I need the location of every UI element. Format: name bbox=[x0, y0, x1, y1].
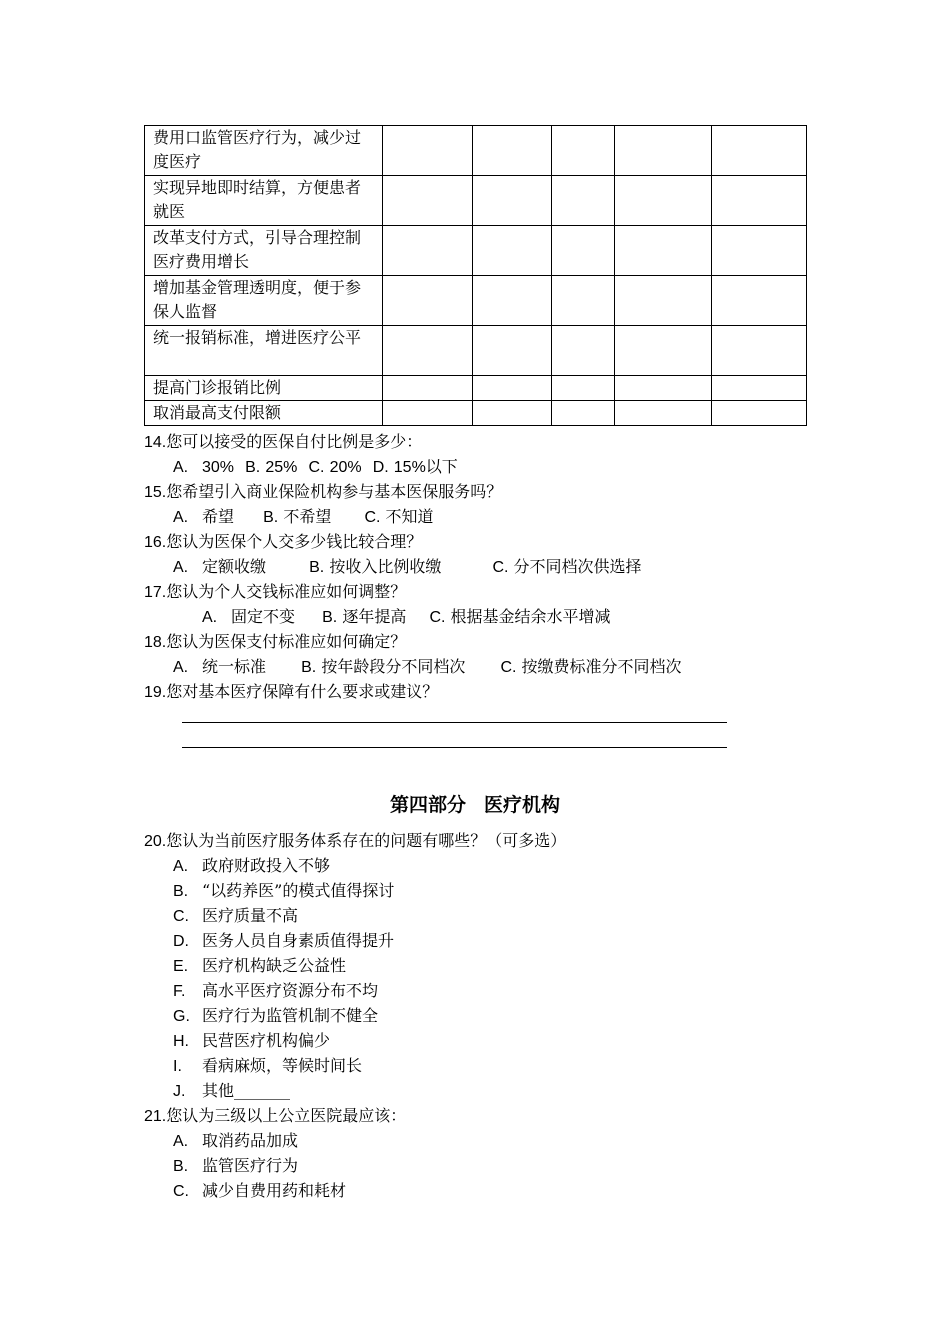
question-19: 19.您对基本医疗保障有什么要求或建议？ bbox=[144, 682, 439, 701]
table-cell[interactable] bbox=[712, 376, 807, 401]
table-cell[interactable] bbox=[473, 401, 552, 426]
table-row-label: 改革支付方式，引导合理控制医疗费用增长 bbox=[145, 226, 383, 276]
option-a[interactable]: A. 30% bbox=[173, 459, 235, 476]
table-row-label: 提高门诊报销比例 bbox=[145, 376, 383, 401]
option-a[interactable]: A. 政府财政投入不够 bbox=[173, 856, 331, 875]
table-cell[interactable] bbox=[615, 376, 712, 401]
table-cell[interactable] bbox=[712, 176, 807, 226]
table-row bbox=[145, 276, 807, 326]
table-cell[interactable] bbox=[615, 126, 712, 176]
table-cell[interactable] bbox=[712, 276, 807, 326]
option-f[interactable]: F. 高水平医疗资源分布不均 bbox=[173, 981, 379, 1000]
table-row-label: 费用口监管医疗行为，减少过度医疗 bbox=[145, 126, 383, 176]
option-e[interactable]: E. 医疗机构缺乏公益性 bbox=[173, 956, 347, 975]
table-cell[interactable] bbox=[473, 126, 552, 176]
table-row-label: 统一报销标准，增进医疗公平 bbox=[145, 326, 383, 376]
option-g[interactable]: G. 医疗行为监管机制不健全 bbox=[173, 1006, 379, 1025]
option-b[interactable]: B. “以药养医”的模式值得探讨 bbox=[173, 881, 395, 900]
option-b[interactable]: B. 监管医疗行为 bbox=[173, 1156, 299, 1175]
table-cell[interactable] bbox=[615, 226, 712, 276]
option-d[interactable]: D. 15%以下 bbox=[372, 459, 458, 476]
option-a[interactable]: A. 希望 bbox=[173, 507, 235, 526]
table-cell[interactable] bbox=[383, 126, 473, 176]
option-c[interactable]: C. 分不同档次供选择 bbox=[492, 557, 642, 576]
question-16-options bbox=[144, 554, 844, 579]
option-c[interactable]: C. 按缴费标准分不同档次 bbox=[500, 657, 682, 676]
table-cell[interactable] bbox=[473, 276, 552, 326]
option-h[interactable]: H. 民营医疗机构偏少 bbox=[173, 1031, 331, 1050]
table-cell[interactable] bbox=[712, 401, 807, 426]
answer-line[interactable] bbox=[182, 722, 727, 723]
table-cell[interactable] bbox=[383, 226, 473, 276]
question-14-options bbox=[144, 454, 844, 479]
table-cell[interactable] bbox=[552, 126, 615, 176]
option-b[interactable]: B. 不希望 bbox=[263, 507, 332, 526]
questions-part-four bbox=[144, 828, 844, 1203]
table-cell[interactable] bbox=[552, 326, 615, 376]
survey-table bbox=[144, 125, 807, 426]
table-row-label: 实现异地即时结算，方便患者就医 bbox=[145, 176, 383, 226]
table-row bbox=[145, 226, 807, 276]
option-i[interactable]: I. 看病麻烦，等候时间长 bbox=[173, 1056, 363, 1075]
table-cell[interactable] bbox=[712, 226, 807, 276]
table-cell[interactable] bbox=[383, 401, 473, 426]
question-16: 16.您认为医保个人交多少钱比较合理？ bbox=[144, 532, 423, 551]
option-b[interactable]: B. 25% bbox=[245, 459, 298, 476]
table-cell[interactable] bbox=[552, 176, 615, 226]
table-cell[interactable] bbox=[552, 276, 615, 326]
table-row-label: 增加基金管理透明度，便于参保人监督 bbox=[145, 276, 383, 326]
option-c[interactable]: C. 医疗质量不高 bbox=[173, 906, 299, 925]
question-20: 20.您认为当前医疗服务体系存在的问题有哪些？（可多选） bbox=[144, 831, 567, 850]
option-d[interactable]: D. 医务人员自身素质值得提升 bbox=[173, 931, 395, 950]
question-14: 14.您可以接受的医保自付比例是多少： bbox=[144, 432, 423, 451]
table-cell[interactable] bbox=[383, 326, 473, 376]
option-c[interactable]: C. 根据基金结余水平增减 bbox=[429, 607, 611, 626]
question-21: 21.您认为三级以上公立医院最应该： bbox=[144, 1106, 407, 1125]
table-row bbox=[145, 126, 807, 176]
option-a[interactable]: A. 取消药品加成 bbox=[173, 1131, 299, 1150]
question-18: 18.您认为医保支付标准应如何确定？ bbox=[144, 632, 407, 651]
table-cell[interactable] bbox=[615, 176, 712, 226]
option-a[interactable]: A. 定额收缴 bbox=[173, 557, 267, 576]
question-18-options bbox=[144, 654, 844, 679]
option-a[interactable]: A. 固定不变 bbox=[202, 607, 296, 626]
table-row bbox=[145, 401, 807, 426]
table-cell[interactable] bbox=[383, 176, 473, 226]
section-heading: 第四部分 医疗机构 bbox=[389, 794, 561, 816]
question-15: 15.您希望引入商业保险机构参与基本医保服务吗？ bbox=[144, 482, 503, 501]
answer-line[interactable] bbox=[182, 747, 727, 748]
option-b[interactable]: B. 按收入比例收缴 bbox=[309, 557, 442, 576]
table-cell[interactable] bbox=[383, 276, 473, 326]
table-cell[interactable] bbox=[383, 376, 473, 401]
table-row-label: 取消最高支付限额 bbox=[145, 401, 383, 426]
table-row bbox=[145, 376, 807, 401]
question-17-options bbox=[144, 604, 844, 629]
table-cell[interactable] bbox=[473, 376, 552, 401]
option-c[interactable]: C. 不知道 bbox=[364, 507, 434, 526]
table-cell[interactable] bbox=[615, 276, 712, 326]
questions-part-three bbox=[144, 429, 844, 704]
table-cell[interactable] bbox=[552, 226, 615, 276]
table-cell[interactable] bbox=[473, 226, 552, 276]
table-row bbox=[145, 326, 807, 376]
table-cell[interactable] bbox=[615, 326, 712, 376]
table-cell[interactable] bbox=[552, 401, 615, 426]
table-cell[interactable] bbox=[712, 126, 807, 176]
option-c[interactable]: C. 减少自费用药和耗材 bbox=[173, 1181, 347, 1200]
table-cell[interactable] bbox=[473, 176, 552, 226]
option-b[interactable]: B. 逐年提高 bbox=[322, 607, 407, 626]
table-cell[interactable] bbox=[552, 376, 615, 401]
option-b[interactable]: B. 按年龄段分不同档次 bbox=[301, 657, 466, 676]
table-cell[interactable] bbox=[473, 326, 552, 376]
question-15-options bbox=[144, 504, 844, 529]
option-c[interactable]: C. 20% bbox=[308, 459, 362, 476]
table-row bbox=[145, 176, 807, 226]
option-j[interactable]: J. 其他_______ bbox=[173, 1081, 291, 1100]
table-cell[interactable] bbox=[712, 326, 807, 376]
table-cell[interactable] bbox=[615, 401, 712, 426]
option-a[interactable]: A. 统一标准 bbox=[173, 657, 267, 676]
question-17: 17.您认为个人交钱标准应如何调整？ bbox=[144, 582, 407, 601]
